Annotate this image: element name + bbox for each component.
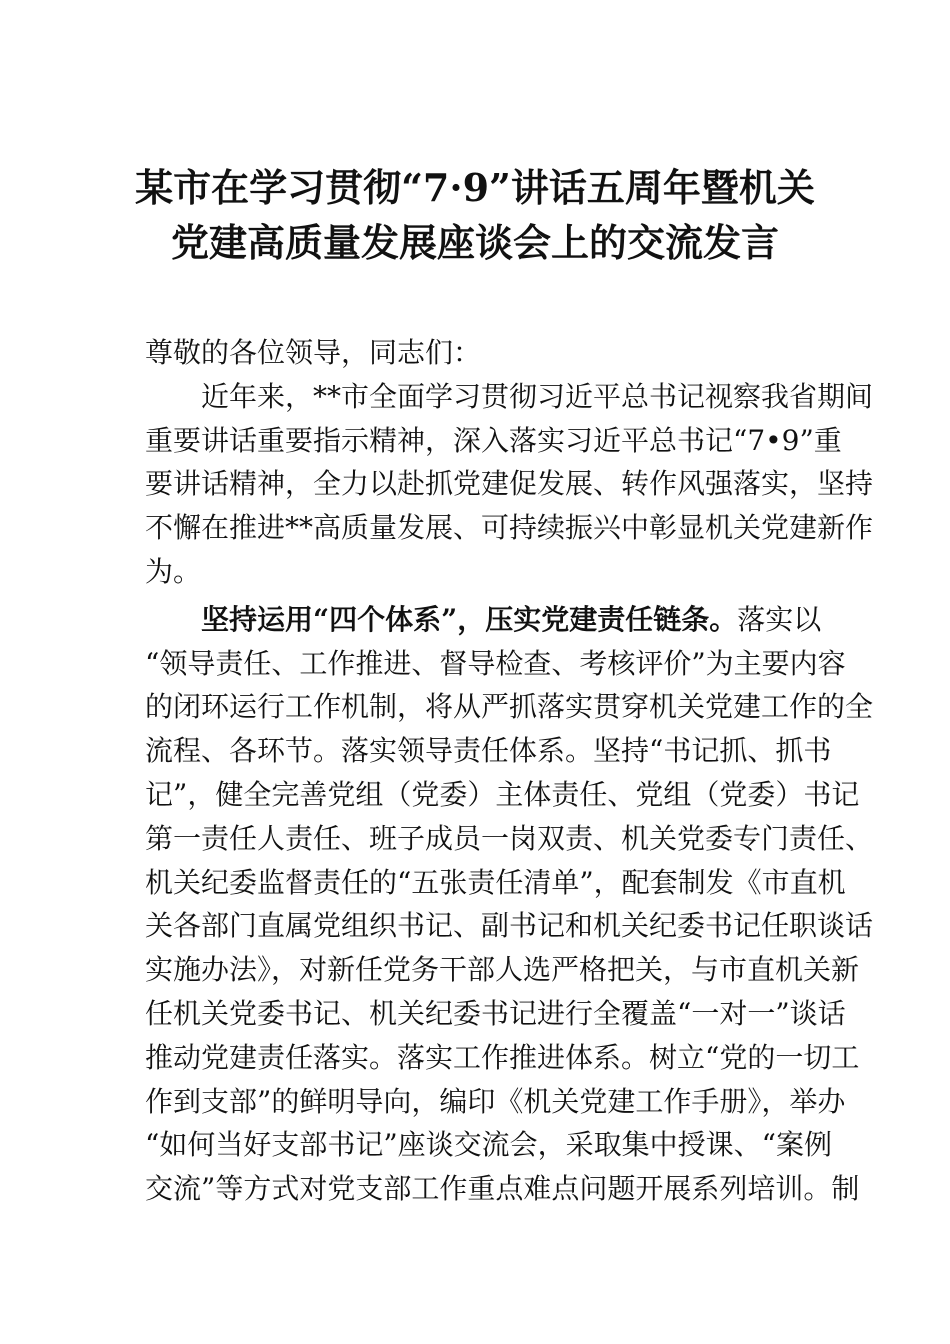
text-line: 实施办法》，对新任党务干部人选严格把关，与市直机关新 — [145, 953, 860, 987]
text-line: 任机关党委书记、机关纪委书记进行全覆盖“一对一”谈话 — [145, 996, 846, 1030]
text-line: 近年来，**市全面学习贯彻习近平总书记视察我省期间 — [201, 379, 874, 413]
text-line: 重要讲话重要指示精神，深入落实习近平总书记“7•9”重 — [145, 423, 842, 457]
text-line: 机关纪委监督责任的“五张责任清单”，配套制发《市直机 — [145, 865, 846, 899]
text-line: 推动党建责任落实。落实工作推进体系。树立“党的一切工 — [145, 1040, 860, 1074]
text-fragment: 落实以 — [737, 602, 822, 636]
text-line: 流程、各环节。落实领导责任体系。坚持“书记抓、抓书 — [145, 734, 832, 768]
text-line: 为。 — [145, 554, 202, 588]
text-line: 的闭环运行工作机制，将从严抓落实贯穿机关党建工作的全 — [145, 690, 874, 724]
section-heading: 坚持运用“四个体系”，压实党建责任链条。 — [201, 602, 738, 636]
document-title-line-1: 某市在学习贯彻“7·9”讲话五周年暨机关 — [135, 165, 815, 210]
text-line: “领导责任、工作推进、督导检查、考核评价”为主要内容 — [145, 646, 846, 680]
salutation: 尊敬的各位领导，同志们： — [145, 336, 482, 369]
paragraph-2 — [145, 598, 874, 1211]
text-line: 不懈在推进**高质量发展、可持续振兴中彰显机关党建新作 — [145, 511, 874, 545]
document-body — [145, 331, 874, 1211]
text-line: 关各部门直属党组织书记、副书记和机关纪委书记任职谈话 — [145, 909, 874, 943]
text-line: 记”，健全完善党组（党委）主体责任、党组（党委）书记 — [145, 777, 860, 811]
text-line: 要讲话精神，全力以赴抓党建促发展、转作风强落实，坚持 — [145, 467, 874, 501]
paragraph-1 — [145, 375, 874, 594]
text-line: “如何当好支部书记”座谈交流会，采取集中授课、“案例 — [145, 1128, 832, 1162]
text-line: 第一责任人责任、班子成员一岗双责、机关党委专门责任、 — [145, 821, 874, 855]
document-title-line-2: 党建高质量发展座谈会上的交流发言 — [170, 220, 779, 265]
text-line — [145, 598, 822, 642]
text-line: 交流”等方式对党支部工作重点难点问题开展系列培训。制 — [145, 1172, 860, 1206]
text-line: 作到支部”的鲜明导向，编印《机关党建工作手册》，举办 — [145, 1084, 846, 1118]
